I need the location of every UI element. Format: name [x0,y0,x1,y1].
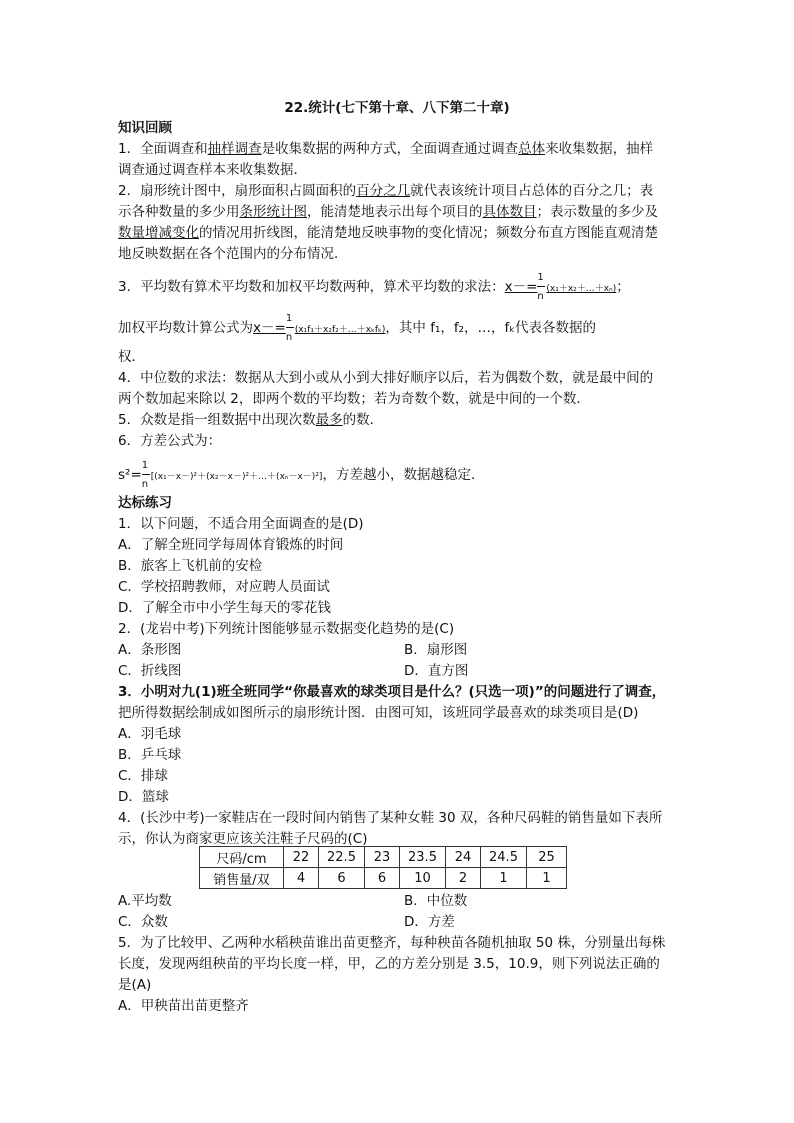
review-item-3-line-3: 权． [118,349,145,365]
question-4-option-d: D．方差 [404,914,455,930]
question-1-option-a: A．了解全班同学每周体育锻炼的时间 [118,537,344,553]
review-item-3-line-2: 加权平均数计算公式为x－= $\frac{1}{n}$ (x₁f₁＋x₂f₂＋…＋xₖfₖ)，其中 f₁，f₂，…，fₖ代表各数据的 [118,313,597,343]
review-item-2-line-4: 地反映数据在各个范围内的分布情况． [118,246,348,262]
table-cell: 6 [319,868,365,889]
question-4-option-a: A.平均数 [118,893,172,909]
table-cell: 22.5 [319,847,365,868]
question-1-option-d: D．了解全市中小学生每天的零花钱 [118,600,331,616]
question-2-option-a: A．条形图 [118,642,182,658]
section-heading-review: 知识回顾 [118,120,172,136]
review-item-4-line-2: 两个数加起来除以 2，即两个数的平均数；若为奇数个数，就是中间的一个数． [118,391,590,407]
question-3-stem-line-2: 把所得数据绘制成如图所示的扇形统计图．由图可知，该班同学最喜欢的球类项目是(D) [118,705,639,721]
section-heading-practice: 达标练习 [118,495,172,511]
table-cell: 1 [481,868,527,889]
question-3-stem-line-1: 3．小明对九(1)班全班同学“你最喜欢的球类项目是什么？(只选一项)”的问题进行了调查， [118,684,666,700]
question-3-option-d: D．篮球 [118,789,169,805]
question-4-option-c: C．众数 [118,914,168,930]
review-item-3-line-1: 3．平均数有算术平均数和加权平均数两种，算术平均数的求法：x－= $\frac{1}{n}$ (x₁＋x₂＋…＋xₙ)； [118,272,630,302]
table-cell: 22 [284,847,319,868]
review-item-1-line-2: 调查通过调查样本来收集数据． [118,162,307,178]
question-3-option-c: C．排球 [118,768,168,784]
table-cell: 25 [527,847,567,868]
review-item-2-line-3: 数量增减变化的情况用折线图，能清楚地反映事物的变化情况；频数分布直方图能直观清楚 [118,225,658,241]
question-1-option-b: B．旅客上飞机前的安检 [118,558,263,574]
question-2-option-c: C．折线图 [118,663,182,679]
review-item-2-line-2: 示各种数量的多少用条形统计图，能清楚地表示出每个项目的具体数目；表示数量的多少及 [118,204,658,220]
review-item-1-line-1: 1．全面调查和抽样调查是收集数据的两种方式，全面调查通过调查总体来收集数据，抽样 [118,141,654,157]
review-item-4-line-1: 4．中位数的求法：数据从大到小或从小到大排好顺序以后，若为偶数个数，就是最中间的 [118,370,654,386]
table-cell: 24 [446,847,481,868]
question-1-option-c: C．学校招聘教师，对应聘人员面试 [118,579,330,595]
review-item-5: 5．众数是指一组数据中出现次数最多的数． [118,412,384,428]
mean-formula: x－= $\frac{1}{n}$ (x₁＋x₂＋…＋xₙ) [504,272,617,302]
page-title: 22.统计(七下第十章、八下第二十章) [284,100,510,116]
shoe-size-table [199,846,567,889]
table-cell: 2 [446,868,481,889]
question-4-options-row-2 [118,912,455,932]
question-2-options-row-2 [118,661,469,681]
table-cell: 23.5 [400,847,446,868]
question-3-option-b: B．乒乓球 [118,747,182,763]
question-2-option-b: B．扇形图 [404,642,468,658]
table-cell: 10 [400,868,446,889]
review-item-6-line-1: 6．方差公式为： [118,433,222,449]
question-5-option-a: A．甲秧苗出苗更整齐 [118,998,249,1014]
question-2-option-d: D．直方图 [404,663,469,679]
table-cell: 6 [365,868,400,889]
question-1-stem: 1．以下问题，不适合用全面调查的是(D) [118,516,364,532]
table-cell: 4 [284,868,319,889]
question-2-stem: 2．(龙岩中考)下列统计图能够显示数据变化趋势的是(C) [118,621,455,637]
question-5-stem-line-1: 5．为了比较甲、乙两种水稻秧苗谁出苗更整齐，每种秧苗各随机抽取 50 株，分别量出每株 [118,935,666,951]
question-5-stem-line-3: 是(A) [118,977,152,993]
question-4-options-row-1 [118,891,468,911]
table-cell: 24.5 [481,847,527,868]
question-5-stem-line-2: 长度，发现两组秧苗的平均长度一样，甲，乙的方差分别是 3.5，10.9，则下列说法正确的 [118,956,660,972]
question-4-stem-line-1: 4．(长沙中考)一家鞋店在一段时间内销售了某种女鞋 30 双，各种尺码鞋的销售量如下表所 [118,810,663,826]
table-cell: 销售量/双 [200,868,284,889]
table-row [200,847,567,868]
table-cell: 23 [365,847,400,868]
variance-formula: s²= $\frac{1}{n}$ [(x₁－x－)²＋(x₂－x－)²＋…＋(xₙ－x－)²]，方差越小，数据越稳定． [118,460,485,490]
weighted-mean-formula: x－= $\frac{1}{n}$ (x₁f₁＋x₂f₂＋…＋xₖfₖ) [253,313,386,343]
question-4-stem-line-2: 示，你认为商家更应该关注鞋子尺码的(C) [118,831,368,847]
table-cell: 1 [527,868,567,889]
table-cell: 尺码/cm [200,847,284,868]
table-row [200,868,567,889]
question-3-option-a: A．羽毛球 [118,726,182,742]
question-4-option-b: B．中位数 [404,893,468,909]
question-2-options-row-1 [118,640,468,660]
review-item-2-line-1: 2．扇形统计图中，扇形面积占圆面积的百分之几就代表该统计项目占总体的百分之几；表 [118,183,654,199]
